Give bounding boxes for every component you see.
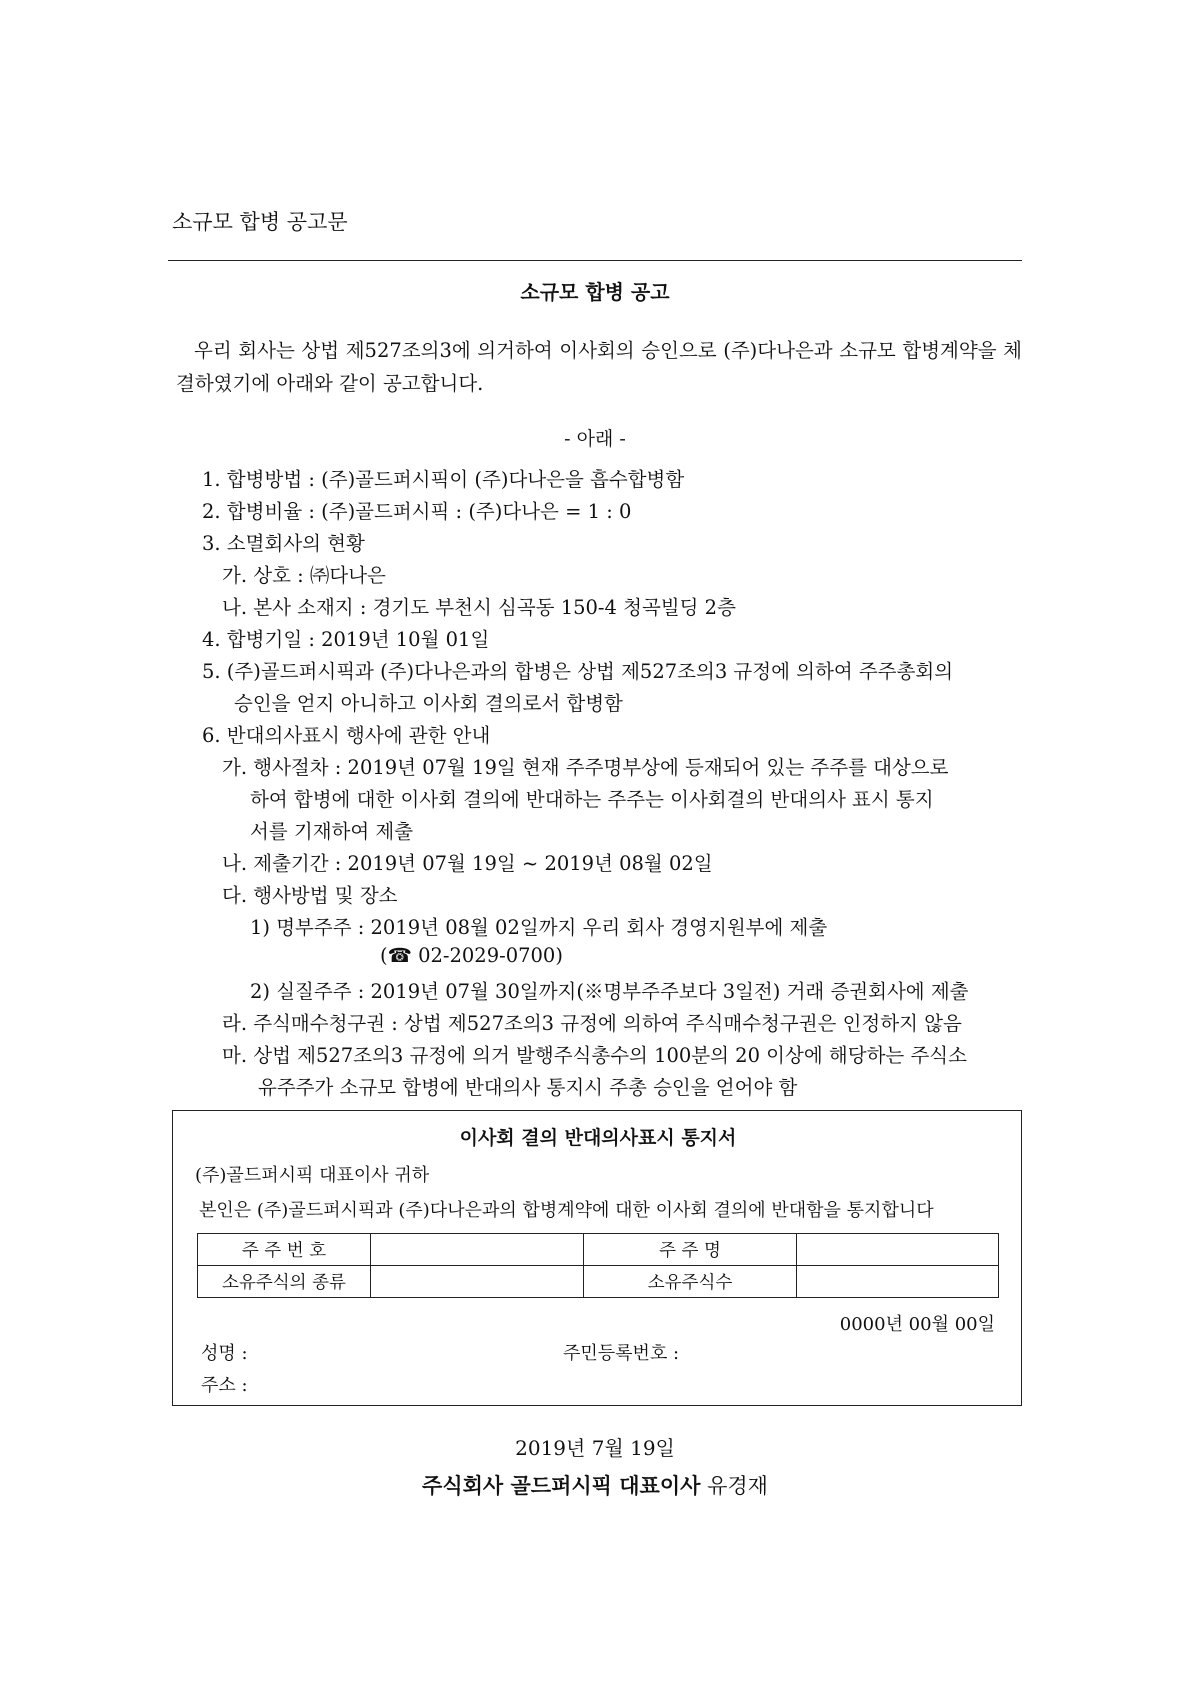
section-marker: - 아래 - <box>564 428 626 450</box>
announcement-date: 2019년 7월 19일 <box>515 1436 675 1460</box>
item-6-c-1-phone: (☎ 02-2029-0700) <box>380 944 563 967</box>
item-1: 1. 합병방법 : (주)골드퍼시픽이 (주)다나은을 흡수합병함 <box>202 468 685 491</box>
item-6-a-line-3: 서를 기재하여 제출 <box>250 820 414 843</box>
item-6-d: 라. 주식매수청구권 : 상법 제527조의3 규정에 의하여 주식매수청구권은 인정하지 않음 <box>222 1012 962 1035</box>
item-3-a: 가. 상호 : ㈜다나은 <box>222 564 386 587</box>
item-5-line-2: 승인을 얻지 아니하고 이사회 결의로서 합병함 <box>234 692 623 715</box>
item-6-b: 나. 제출기간 : 2019년 07월 19일 ~ 2019년 08월 02일 <box>222 852 713 875</box>
header-divider <box>168 260 1022 261</box>
name-label: 성명 : <box>201 1343 248 1364</box>
item-6-e-line-2: 유주주가 소규모 합병에 반대의사 통지시 주총 승인을 얻어야 함 <box>258 1076 798 1099</box>
table-row <box>198 1266 999 1298</box>
item-4: 4. 합병기일 : 2019년 10월 01일 <box>202 628 490 651</box>
document-label: 소규모 합병 공고문 <box>172 210 348 234</box>
shareholder-info-table <box>197 1233 999 1298</box>
shareholder-name-field[interactable] <box>797 1234 999 1266</box>
share-type-field[interactable] <box>371 1266 584 1298</box>
shareholder-name-label: 주 주 명 <box>584 1234 797 1266</box>
intro-paragraph: 우리 회사는 상법 제527조의3에 의거하여 이사회의 승인으로 (주)다나은과 소규모 합병계약을 체결하였기에 아래와 같이 공고합니다. <box>176 339 1022 395</box>
item-3: 3. 소멸회사의 현황 <box>202 532 365 555</box>
notice-addressee: (주)골드퍼시픽 대표이사 귀하 <box>195 1165 430 1186</box>
ceo-name: 유경재 <box>707 1474 768 1498</box>
item-5-line-1: 5. (주)골드퍼시픽과 (주)다나은과의 합병은 상법 제527조의3 규정에 의하여 주주총회의 <box>202 660 954 683</box>
page-title: 소규모 합병 공고 <box>520 280 670 304</box>
item-6-c-2: 2) 실질주주 : 2019년 07월 30일까지(※명부주주보다 3일전) 거래 증권회사에 제출 <box>250 980 969 1003</box>
item-6-a-line-1: 가. 행사절차 : 2019년 07월 19일 현재 주주명부상에 등재되어 있는 주주를 대상으로 <box>222 756 949 779</box>
share-count-label: 소유주식수 <box>584 1266 797 1298</box>
item-6: 6. 반대의사표시 행사에 관한 안내 <box>202 724 491 747</box>
shareholder-number-field[interactable] <box>371 1234 584 1266</box>
shareholder-number-label: 주 주 번 호 <box>198 1234 371 1266</box>
objection-notice-form <box>172 1110 1022 1406</box>
table-row <box>198 1234 999 1266</box>
item-3-b: 나. 본사 소재지 : 경기도 부천시 심곡동 150-4 청곡빌딩 2층 <box>222 596 736 619</box>
resident-id-label: 주민등록번호 : <box>563 1343 680 1364</box>
share-count-field[interactable] <box>797 1266 999 1298</box>
share-type-label: 소유주식의 종류 <box>198 1266 371 1298</box>
item-6-c-1: 1) 명부주주 : 2019년 08월 02일까지 우리 회사 경영지원부에 제출 <box>250 916 828 939</box>
signatory <box>0 1470 1190 1500</box>
notice-statement: 본인은 (주)골드퍼시픽과 (주)다나은과의 합병계약에 대한 이사회 결의에 반대함을 통지합니다 <box>199 1200 934 1221</box>
item-6-e-line-1: 마. 상법 제527조의3 규정에 의거 발행주식총수의 100분의 20 이상에 해당하는 주식소 <box>222 1044 967 1067</box>
notice-date: 0000년 00월 00일 <box>839 1314 995 1335</box>
item-6-a-line-2: 하여 합병에 대한 이사회 결의에 반대하는 주주는 이사회결의 반대의사 표시 통지 <box>250 788 934 811</box>
notice-title: 이사회 결의 반대의사표시 통지서 <box>459 1127 737 1149</box>
item-2: 2. 합병비율 : (주)골드퍼시픽 : (주)다나은 = 1 : 0 <box>202 500 632 523</box>
company-title: 주식회사 골드퍼시픽 대표이사 <box>422 1474 701 1498</box>
address-label: 주소 : <box>201 1375 248 1396</box>
item-6-c: 다. 행사방법 및 장소 <box>222 884 398 907</box>
